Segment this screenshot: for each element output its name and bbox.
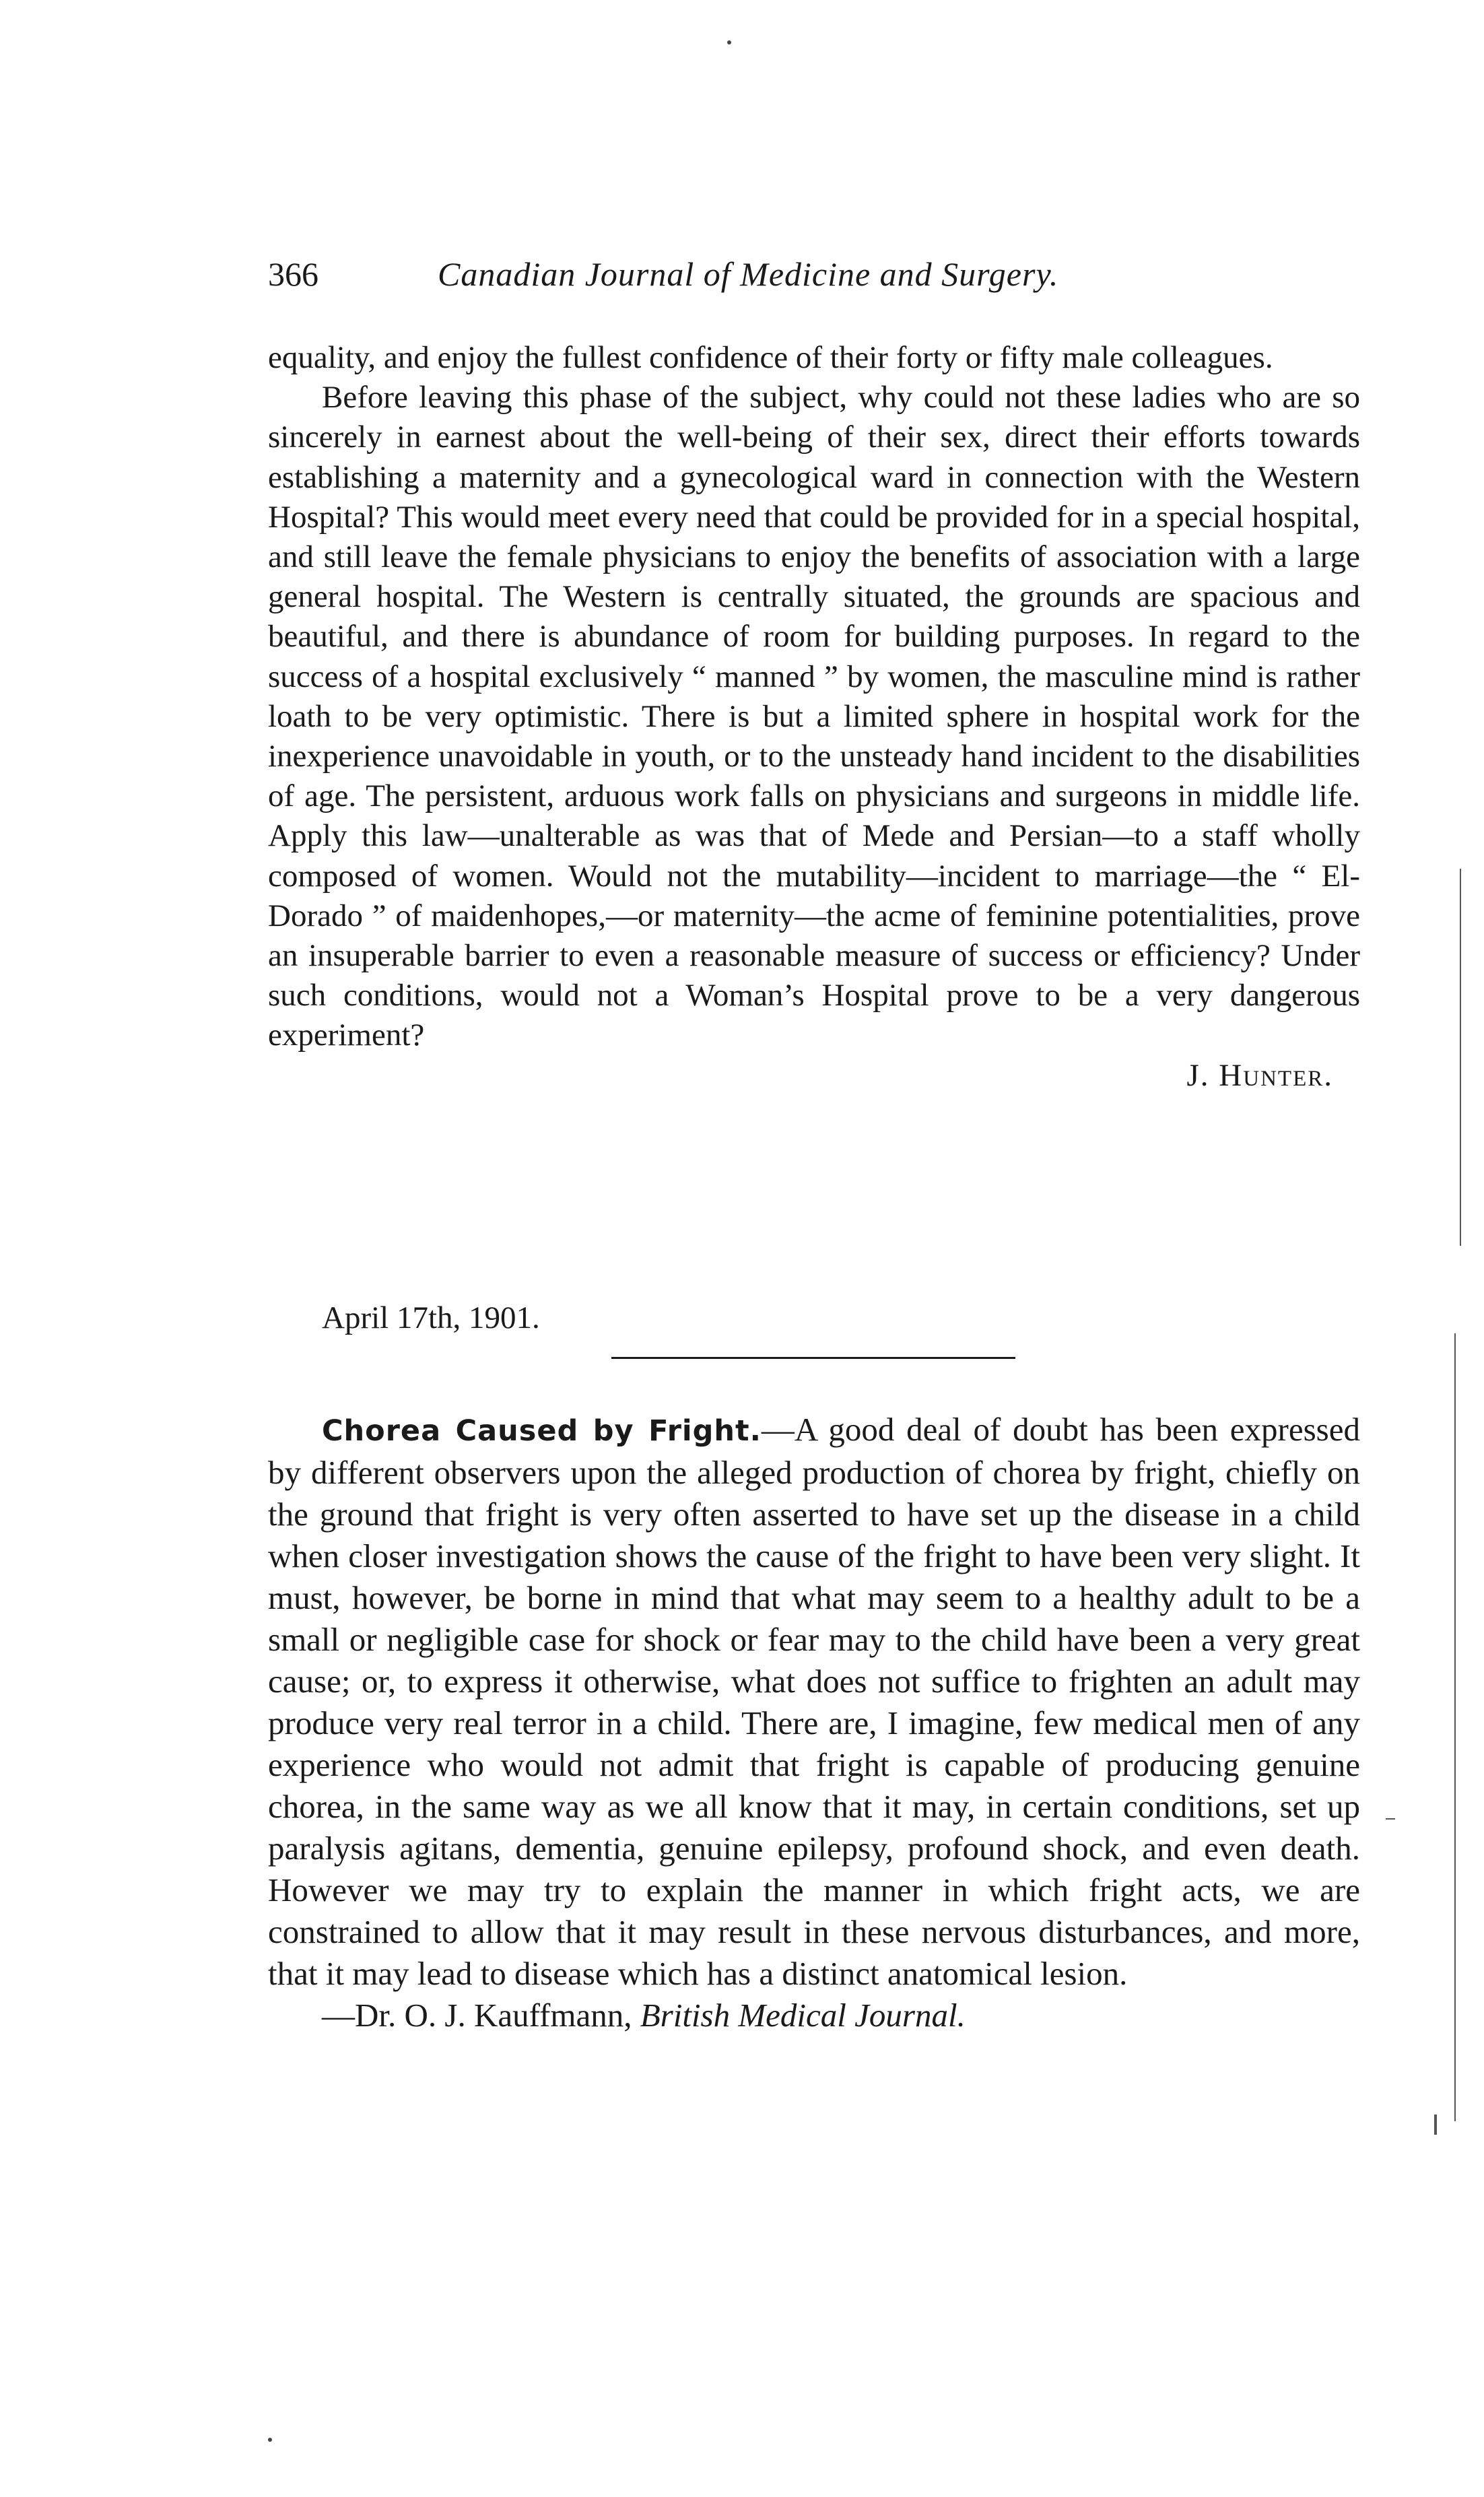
letter-signature: J. Hunter.: [1186, 1057, 1333, 1093]
attribution-author: —Dr. O. J. Kauffmann,: [322, 1997, 640, 2034]
journal-title: Canadian Journal of Medicine and Surgery.: [438, 255, 1059, 293]
scan-speck: [268, 2438, 272, 2442]
article-chorea: [268, 1409, 1360, 2036]
scan-speck: [727, 40, 731, 44]
letter-to-editor: [268, 338, 1360, 1096]
letter-paragraph: Before leaving this phase of the subject, why could not these ladies who are so sincerely in earnest about the well-being of their sex, direct their efforts towards establishing a maternity and a gynecological ward in connection with the Western Hospital? This would meet every need that could be provided for in a special hospital, and still leave the female physicians to enjoy the benefits of association with a large general hospital. The Western is centrally situated, the grounds are spacious and beautiful, and there is abundance of room for building purposes. In regard to the success of a hospital exclusively “ manned ” by women, the masculine mind is rather loath to be very optimistic. There is but a limited sphere in hospital work for the inexperience unavoidable in youth, or to the unsteady hand incident to the disabilities of age. The persistent, arduous work falls on physicians and surgeons in middle life. Apply this law—unalterable as was that of Mede and Persian—to a staff wholly composed of women. Would not the mutability—incident to marriage—the “ El-Dorado ” of maidenhopes,—or maternity—the acme of feminine potentialities, prove an insuperable barrier to even a reasonable measure of success or efficiency? Under such conditions, would not a Woman’s Hospital prove to be a very dangerous experiment?: [268, 380, 1360, 1053]
running-head: [268, 251, 1359, 298]
article-attribution: [268, 1995, 1360, 2036]
margin-line: [1434, 2115, 1437, 2135]
letter-date: April 17th, 1901.: [322, 1300, 540, 1335]
article-body: —A good deal of doubt has been expressed by different observers upon the alleged production of chorea by fright, chiefly on the ground that fright is very often asserted to have set up the disease in a child when closer investigation shows the cause of the fright to have been very slight. It must, however, be borne in mind that what may seem to a healthy adult to be a small or negligible case for shock or fear may to the child have been a very great cause; or, to express it otherwise, what does not suffice to frighten an adult may produce very real terror in a child. There are, I imagine, few medical men of any experience who would not admit that fright is capable of producing genuine chorea, in the same way as we all know that it may, in certain conditions, set up paralysis agitans, dementia, genuine epilepsy, profound shock, and even death. However we may try to explain the manner in which fright acts, we are constrained to allow that it may result in these nervous disturbances, and more, that it may lead to disease which has a distinct anatomical lesion.: [268, 1411, 1360, 1992]
section-divider: [611, 1357, 1015, 1359]
article-heading: Chorea Caused by Fright.: [322, 1414, 762, 1448]
margin-line: [1460, 869, 1461, 1246]
article-paragraph: [268, 1409, 1360, 1995]
margin-line: [1386, 1818, 1395, 1820]
letter-paragraph: equality, and enjoy the fullest confidence of their forty or fifty male colleagues.: [268, 340, 1273, 375]
margin-line: [1454, 1333, 1456, 2121]
page-number: 366: [268, 255, 318, 293]
attribution-journal: British Medical Journal.: [640, 1997, 966, 2034]
